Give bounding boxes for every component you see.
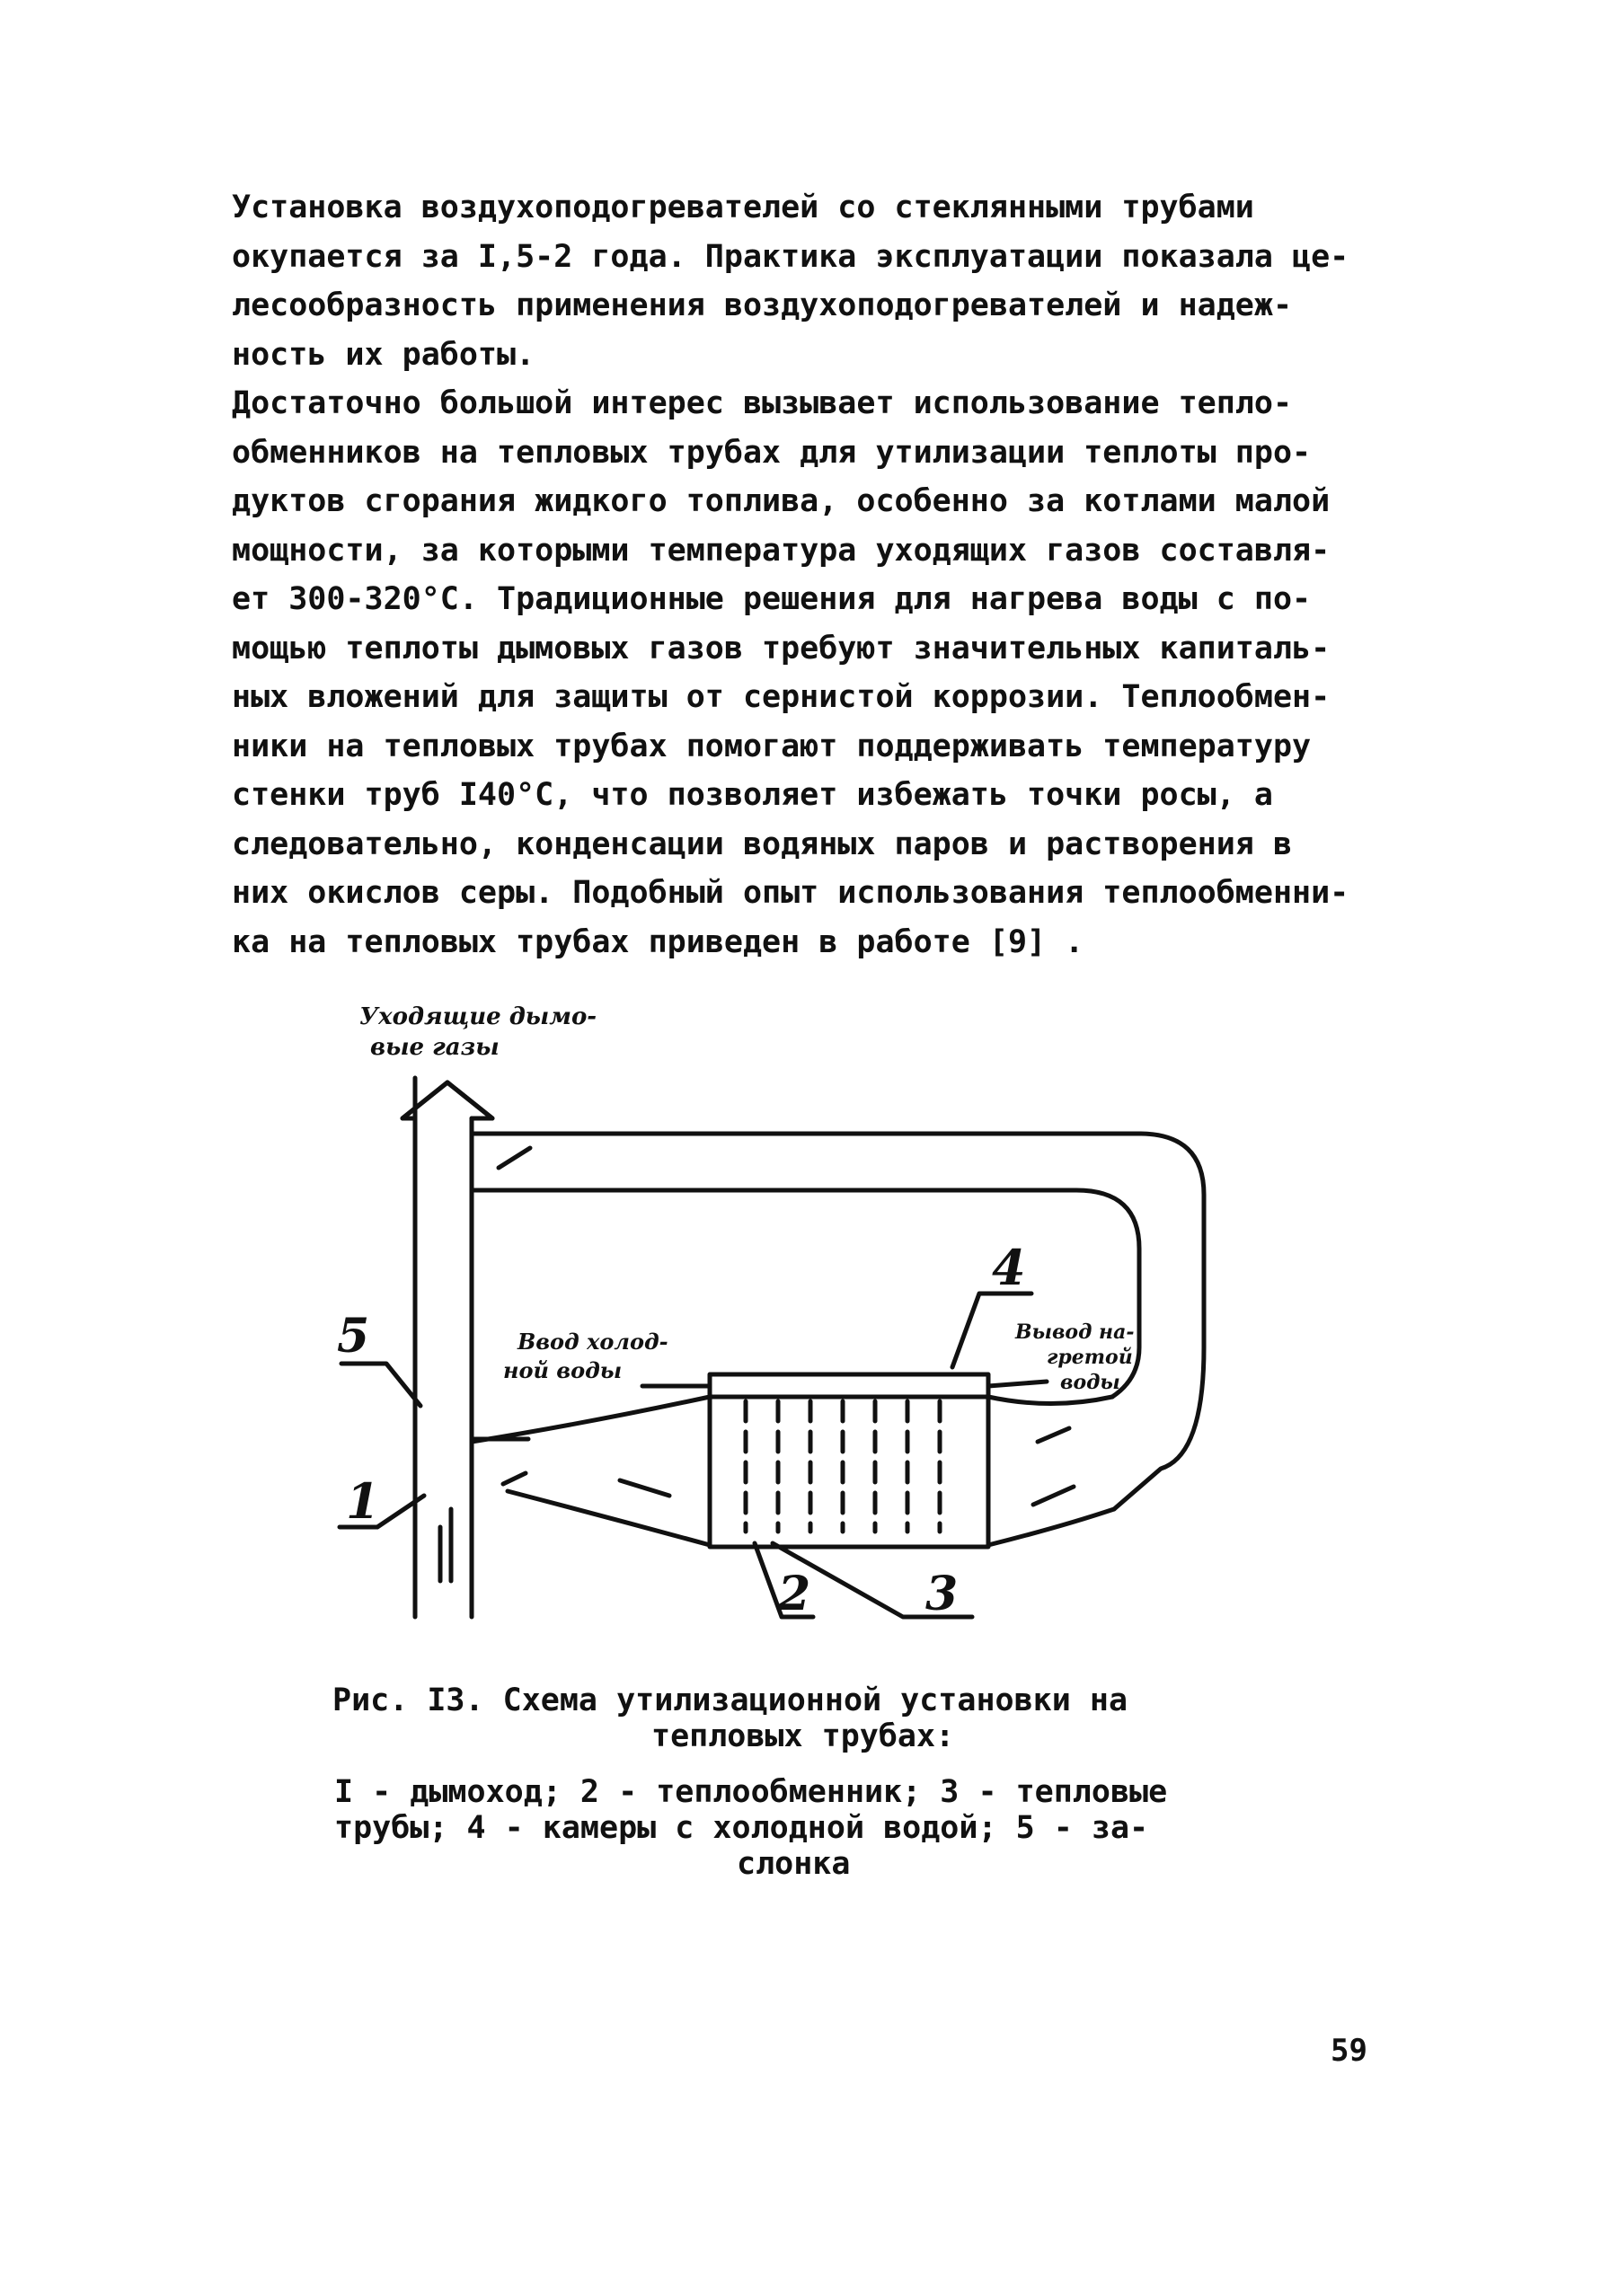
figure-caption-legend [334, 1774, 1179, 1882]
chimney-flue [402, 1078, 492, 1617]
diffuser-lower [508, 1491, 710, 1545]
text-line: обменников на тепловых трубах для утилизации теплоты про- [232, 434, 1312, 471]
leader-outlet-duct [499, 1148, 530, 1168]
hot-water-outlet [988, 1382, 1047, 1386]
callout-2: 2 [778, 1567, 811, 1621]
caption-line: тепловых трубах: [651, 1718, 955, 1754]
heat-exchanger [710, 1374, 988, 1547]
text-line: ность их работы. [232, 336, 535, 373]
bypass-duct-outer [472, 1118, 1204, 1509]
leader-5 [341, 1364, 420, 1406]
text-line: дуктов сгорания жидкого топлива, особенно за котлами малой [232, 483, 1331, 519]
text-line: ники на тепловых трубах помогают поддерживать температуру [232, 728, 1312, 764]
text-line: лесообразность применения воздухоподогревателей и надеж- [232, 287, 1293, 323]
diffuser-outlet-lower [988, 1509, 1114, 1545]
caption-line: I - дымоход; 2 - теплообменник; 3 - тепловые [334, 1774, 1168, 1810]
text-line: следовательно, конденсации водяных паров и растворения в [232, 826, 1293, 862]
text-line: стенки труб I40°С, что позволяет избежать точки росы, а [232, 777, 1273, 813]
caption-line: Рис. I3. Схема утилизационной установки на [332, 1682, 1128, 1718]
caption-line: трубы; 4 - камеры с холодной водой; 5 - за- [334, 1810, 1149, 1846]
page-number: 59 [1331, 2033, 1367, 2069]
label-hot-water-outlet: Вывод на- гретой воды [1015, 1320, 1135, 1394]
text-line: ет 300-320°С. Традиционные решения для нагрева воды с по- [232, 581, 1312, 617]
text-line: мощью теплоты дымовых газов требуют значительных капиталь- [232, 630, 1331, 667]
text-line: окупается за I,5-2 года. Практика эксплуатации показала це- [232, 238, 1349, 275]
callout-1: 1 [346, 1472, 380, 1530]
caption-line: слонка [737, 1846, 851, 1882]
flue-branch [472, 1190, 528, 1439]
text-line: Установка воздухоподогревателей со стеклянными трубами [232, 190, 1254, 225]
label-cold-water-inlet: Ввод холод- ной воды [503, 1329, 668, 1383]
callout-4: 4 [992, 1239, 1026, 1296]
text-line: ных вложений для защиты от сернистой коррозии. Теплообмен- [232, 679, 1331, 715]
text-line: ка на тепловых трубах приведен в работе [9] . [232, 923, 1084, 960]
figure-caption-title [332, 1682, 1231, 1754]
diffuser-upper [472, 1397, 710, 1442]
text-line: мощности, за которыми температура уходящих газов составля- [232, 532, 1331, 569]
callout-5: 5 [337, 1309, 370, 1364]
label-outlet-gases: Уходящие дымо- вые газы [359, 1003, 597, 1061]
heat-pipes [746, 1401, 940, 1532]
text-line: Достаточно большой интерес вызывает использование тепло- [232, 385, 1293, 421]
diffuser-outlet-upper [988, 1397, 1112, 1404]
callout-3: 3 [925, 1567, 959, 1621]
text-line: них окислов серы. Подобный опыт использования теплообменни- [232, 875, 1349, 911]
